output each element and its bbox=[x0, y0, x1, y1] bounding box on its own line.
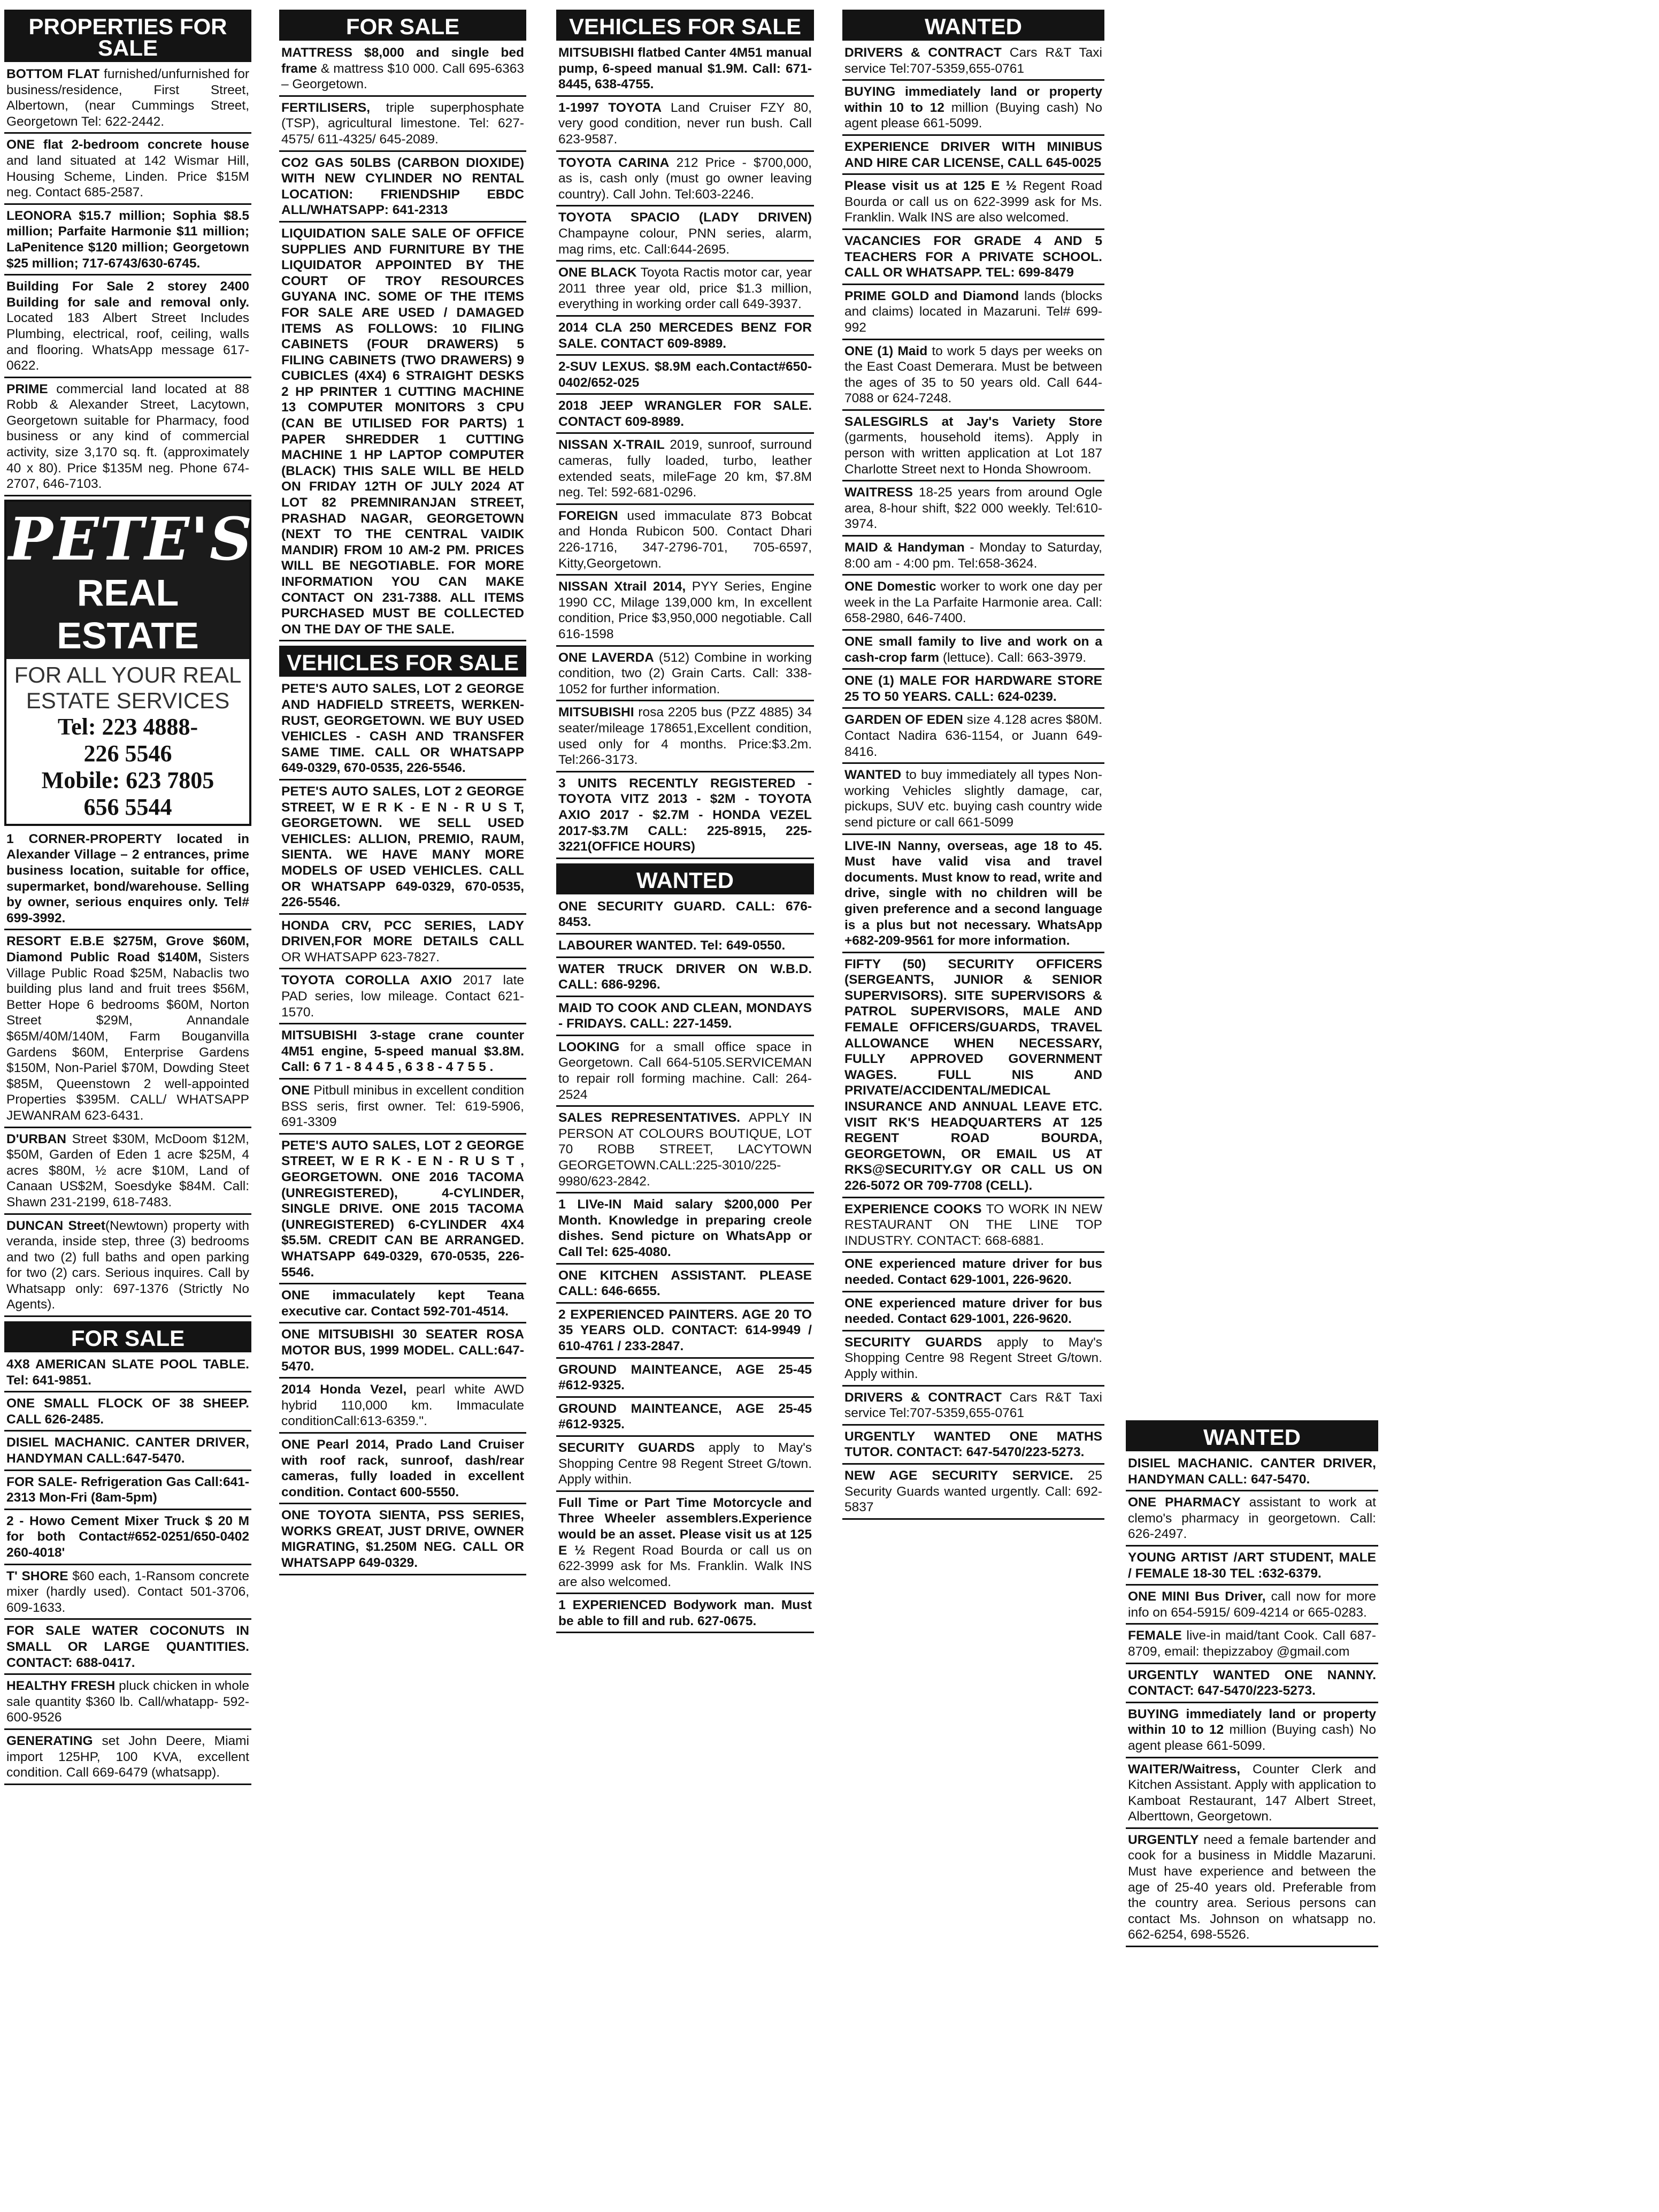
ad-text: 2019, sunroof, surround cameras, fully loaded, turbo, leather extended seats, mileFage 20 km, $7.8M neg. Tel: 592-681-0296. bbox=[558, 438, 812, 500]
classified-ad bbox=[279, 225, 526, 641]
ad-lead: ONE bbox=[281, 1083, 310, 1098]
ad-lead: MAID TO COOK AND CLEAN, MONDAYS - FRIDAYS. CALL: 227-1459. bbox=[558, 1000, 812, 1031]
classified-ad bbox=[556, 319, 814, 356]
ad-lead: ONE BLACK bbox=[558, 265, 637, 280]
ad-lead: 2 - Howo Cement Mixer Truck $ 20 M for both Contact#652-0251/650-0402 260-4018' bbox=[6, 1513, 249, 1560]
section-header-vehicles-2: VEHICLES FOR SALE bbox=[556, 10, 814, 41]
ad-lead: WAITER/Waitress, bbox=[1128, 1762, 1241, 1777]
classified-ad bbox=[842, 83, 1104, 136]
ad-lead: Full Time or Part Time Motorcycle and Three Wheeler assemblers.Experience would be an asset. Please visit us at 125 E ½ bbox=[558, 1495, 812, 1558]
ad-lead: ONE (1) Maid bbox=[844, 343, 928, 358]
ad-lead: LIVE-IN Nanny, overseas, age 18 to 45. Must have valid visa and travel documents. Must know to read, write and drive, single with no children will be given preference and a second language is a plus but not necessary. WhatsApp +682-209-9561 for more information. bbox=[844, 838, 1102, 948]
ad-lead: 2 EXPERIENCED PAINTERS. AGE 20 TO 35 YEARS OLD. CONTACT: 614-9949 / 610-4761 / 233-2847. bbox=[558, 1307, 812, 1353]
classified-ad bbox=[279, 783, 526, 915]
ad-lead: FOREIGN bbox=[558, 508, 618, 523]
ad-lead: ONE MITSUBISHI 30 SEATER ROSA MOTOR BUS, 1999 MODEL. CALL:647-5470. bbox=[281, 1327, 524, 1374]
classified-ad bbox=[842, 413, 1104, 481]
classified-ad bbox=[556, 960, 814, 997]
ad-lead: 1 CORNER-PROPERTY located in Alexander Village – 2 entrances, prime business location, suitable for office, supermarket, bond/warehouse. Selling by owner, serious enquires only. Tel# 699-3992. bbox=[6, 831, 249, 925]
classified-ad bbox=[556, 1494, 814, 1595]
ad-lead: EXPERIENCE COOKS bbox=[844, 1201, 982, 1216]
classified-ad bbox=[4, 932, 251, 1128]
ad-lead: 1-1997 TOYOTA bbox=[558, 100, 662, 115]
ad-text: (garments, household items). Apply in person with written application at Lot 187 Charlotte Street next to Honda Showroom. bbox=[844, 430, 1102, 477]
ad-text: Pitbull minibus in excellent condition BSS seris, first owner. Tel: 619-5906, 691-3309 bbox=[281, 1083, 524, 1130]
classified-ad bbox=[279, 99, 526, 152]
ad-lead: DISIEL MACHANIC. CANTER DRIVER, HANDYMAN CALL: 647-5470. bbox=[1128, 1456, 1376, 1487]
section-header-wanted-1: WANTED bbox=[556, 863, 814, 894]
ad-lead: MAID & Handyman bbox=[844, 540, 965, 555]
classified-ad bbox=[4, 1732, 251, 1785]
classified-ad bbox=[4, 1512, 251, 1565]
logo-tel: Tel: 223 4888- bbox=[57, 713, 198, 740]
ad-lead: URGENTLY bbox=[1128, 1832, 1199, 1847]
classified-ad bbox=[556, 937, 814, 958]
ad-lead: GROUND MAINTEANCE, AGE 25-45 #612-9325. bbox=[558, 1362, 812, 1393]
classified-ad bbox=[4, 1677, 251, 1730]
classified-ad bbox=[279, 1082, 526, 1135]
ad-text: rosa 2205 bus (PZZ 4885) 34 seater/mileage 178651,Excellent condition, used only for 4 months. Price:$3.2m. Tel:266-3173. bbox=[558, 705, 812, 768]
classified-ad bbox=[842, 955, 1104, 1198]
ad-text: Land Cruiser FZY 80, very good condition, never run bush. Call 623-9587. bbox=[558, 100, 812, 147]
ad-text: Toyota Ractis motor car, year 2011 three year old, price $1.3 million, everything in working order call 649-3937. bbox=[558, 265, 812, 312]
classified-ad bbox=[556, 44, 814, 97]
ad-text: Champayne colour, PNN series, alarm, mag rims, etc. Call:644-2695. bbox=[558, 226, 812, 257]
ad-lead: URGENTLY WANTED ONE MATHS TUTOR. CONTACT: 647-5470/223-5273. bbox=[844, 1429, 1102, 1460]
ad-text: million (Buying cash) No agent please 661-5099. bbox=[844, 100, 1102, 131]
ad-text: to work 5 days per weeks on the East Coast Demerara. Must be between the ages of 35 to 50 years old. Call 644-7088 or 624-7248. bbox=[844, 343, 1102, 406]
logo-mobile-2: 656 5544 bbox=[83, 793, 172, 820]
column-4 bbox=[842, 10, 1104, 1522]
classified-ad bbox=[4, 1567, 251, 1620]
classified-ad bbox=[279, 154, 526, 223]
classified-ad bbox=[4, 830, 251, 931]
classified-ad bbox=[4, 1130, 251, 1215]
logo-tel-2: 226 5546 bbox=[83, 740, 172, 767]
ad-lead: 2014 Honda Vezel, bbox=[281, 1382, 407, 1397]
ad-lead: TOYOTA SPACIO (LADY DRIVEN) bbox=[558, 210, 812, 225]
ad-lead: 2014 CLA 250 MERCEDES BENZ FOR SALE. CONTACT 609-8989. bbox=[558, 320, 812, 351]
ad-lead: 4X8 AMERICAN SLATE POOL TABLE. Tel: 641-9851. bbox=[6, 1357, 249, 1388]
classified-ad bbox=[842, 672, 1104, 709]
ad-text: pearl white AWD hybrid 110,000 km. Immaculate conditionCall:613-6359.". bbox=[281, 1382, 524, 1429]
ad-lead: PETE'S AUTO SALES, LOT 2 GEORGE STREET, W E R K - E N - R U S T, GEORGETOWN. WE SELL USED VEHICLES: ALLION, PREMIO, RAUM, SIENTA. WE HAVE MANY MORE MODELS OF USED VEHICLES. CALL OR WHATSAPP 649-0329, 670-0535, 226-5546. bbox=[281, 784, 524, 910]
ad-text: Located 183 Albert Street Includes Plumbing, electrical, roof, ceiling, walls and flooring. WhatsApp message 617-0622. bbox=[6, 311, 249, 373]
ad-text: Regent Road Bourda or call us on 622-3999 ask for Ms. Franklin. Walk INS are also welcomed. bbox=[558, 1543, 812, 1589]
classified-ad bbox=[556, 397, 814, 434]
ad-lead: GENERATING bbox=[6, 1733, 93, 1748]
ad-lead: SALES REPRESENTATIVES. bbox=[558, 1111, 741, 1126]
classified-ad bbox=[1126, 1705, 1378, 1758]
ad-lead: MATTRESS $8,000 and single bed frame bbox=[281, 45, 524, 76]
ad-list-wanted-2 bbox=[842, 44, 1104, 1520]
classified-ad bbox=[1126, 1455, 1378, 1491]
ad-lead: URGENTLY WANTED ONE NANNY. CONTACT: 647-5470/223-5273. bbox=[1128, 1667, 1376, 1698]
ad-text: assistant to work at clemo's pharmacy in georgetown. Call: 626-2497. bbox=[1128, 1495, 1376, 1542]
classified-ad bbox=[556, 703, 814, 772]
ad-lead: ONE flat 2-bedroom concrete house bbox=[6, 137, 249, 152]
ad-text: to buy immediately all types Non-working Vehicles slightly damage, car, pickups, SUV etc. buying cash country wide send picture or call 661-5099 bbox=[844, 768, 1102, 830]
ad-text: call now for more info on 654-5915/ 609-4214 or 665-0283. bbox=[1128, 1589, 1376, 1620]
ad-lead: ONE Domestic bbox=[844, 579, 936, 594]
classified-ad bbox=[4, 278, 251, 378]
ad-text: commercial land located at 88 Robb & Alexander Street, Lacytown, Georgetown suitable for Pharmacy, food business or any kind of commercial activity, size 3,170 sq. ft. (approximately 40 x 80). Price $135M neg. Phone 674-2707, 646-7103. bbox=[6, 381, 249, 492]
classified-ad bbox=[556, 649, 814, 702]
classified-ad bbox=[842, 1334, 1104, 1387]
ad-text: used immaculate 873 Bobcat and Honda Rubicon 500. Contact Dhari 226-1716, 347-2796-701, 705-6597, Kitty,Georgetown. bbox=[558, 508, 812, 571]
classified-ad bbox=[1126, 1494, 1378, 1547]
ad-list-properties bbox=[4, 65, 251, 496]
classified-ad bbox=[279, 971, 526, 1024]
ad-lead: ONE KITCHEN ASSISTANT. PLEASE CALL: 646-6655. bbox=[558, 1268, 812, 1299]
classified-ad bbox=[556, 999, 814, 1036]
ad-lead: 2018 JEEP WRANGLER FOR SALE. CONTACT 609-8989. bbox=[558, 399, 812, 429]
ad-text: million (Buying cash) No agent please 661-5099. bbox=[1128, 1723, 1377, 1753]
classified-ad bbox=[842, 138, 1104, 175]
classified-ad bbox=[842, 1467, 1104, 1520]
classified-ad bbox=[556, 1596, 814, 1633]
ad-lead: DISIEL MACHANIC. CANTER DRIVER, HANDYMAN CALL:647-5470. bbox=[6, 1435, 249, 1466]
ad-text: Cars R&T Taxi service Tel:707-5359,655-0761 bbox=[844, 1390, 1102, 1421]
classified-ad bbox=[4, 207, 251, 275]
ad-text: 18-25 years from around Ogle area, 8-hour shift, $22 000 weekly. Tel:610-3974. bbox=[844, 485, 1102, 532]
ad-lead: 2-SUV LEXUS. $8.9M each.Contact#650-0402/652-025 bbox=[558, 359, 812, 390]
classified-ad bbox=[842, 177, 1104, 230]
section-header-vehicles-1: VEHICLES FOR SALE bbox=[279, 646, 526, 677]
classified-ad bbox=[842, 232, 1104, 285]
classified-ad bbox=[556, 775, 814, 859]
ad-lead: ONE TOYOTA SIENTA, PSS SERIES, WORKS GREAT, JUST DRIVE, OWNER MIGRATING, $1.250M NEG. CALL OR WHATSAPP 649-0329. bbox=[281, 1508, 524, 1571]
ad-text: size 4.128 acres $80M. Contact Nadira 636-1154, or Juann 649-8416. bbox=[844, 713, 1102, 759]
classified-ad bbox=[1126, 1627, 1378, 1664]
classified-ad bbox=[556, 1400, 814, 1437]
ad-text: APPLY IN PERSON AT COLOURS BOUTIQUE, LOT 70 ROBB STREET, LACYTOWN GEORGETOWN.CALL:225-3010/225-9980/623-2842. bbox=[558, 1111, 812, 1189]
classified-ad bbox=[279, 1381, 526, 1434]
ad-lead: ONE experienced mature driver for bus needed. Contact 629-1001, 226-9620. bbox=[844, 1296, 1102, 1327]
ad-lead: ONE MINI Bus Driver, bbox=[1128, 1589, 1266, 1604]
ad-text: for a small office space in Georgetown. Call 664-5105.SERVICEMAN to repair roll forming machine. Call: 264-2524 bbox=[558, 1039, 812, 1102]
ad-lead: PRIME bbox=[6, 381, 48, 396]
classified-ad bbox=[279, 1287, 526, 1323]
classified-ad bbox=[556, 358, 814, 395]
classified-ad bbox=[4, 1622, 251, 1675]
ad-lead: HEALTHY FRESH bbox=[6, 1679, 116, 1694]
ad-list-wanted-3 bbox=[1126, 1455, 1378, 1947]
classified-ad bbox=[842, 1428, 1104, 1465]
classified-ad bbox=[556, 154, 814, 207]
ad-text: triple superphosphate (TSP), agricultural limestone. Tel: 627-4575/ 611-4325/ 645-2089. bbox=[281, 100, 524, 147]
classified-ad bbox=[556, 578, 814, 646]
ad-lead: NEW AGE SECURITY SERVICE. bbox=[844, 1468, 1073, 1483]
classified-ad bbox=[556, 1196, 814, 1264]
ad-lead: GARDEN OF EDEN bbox=[844, 713, 963, 728]
ad-text: - Monday to Saturday, 8:00 am - 4:00 pm. Tel:658-3624. bbox=[844, 540, 1102, 571]
ad-text: Sisters Village Public Road $25M, Nabaclis two building plus land and fruit trees $56M, Better Hope 6 bedrooms $60M, Norton Street $29M, Annandale $65M/40M/140M, Farm Bouganvilla Gardens $60M, Enterprise Gardens $150M, Non-Pariel $70M, Dowding Steet $85M, Queenstown 2 well-appointed Properties $395M. CALL/ WHATSAPP JEWANRAM 623-6431. bbox=[6, 950, 249, 1123]
ad-text: apply to May's Shopping Centre 98 Regent Street G/town. Apply within. bbox=[558, 1440, 812, 1487]
ad-text: live-in maid/tant Cook. Call 687-8709, email: thepizzaboy @gmail.com bbox=[1128, 1628, 1376, 1659]
classified-ad bbox=[842, 711, 1104, 764]
ad-lead: 3 UNITS RECENTLY REGISTERED - TOYOTA VITZ 2013 - $2M - TOYOTA AXIO 2017 - $2.7M - HONDA VEZEL 2017-$3.7M CALL: 225-8915, 225-3221(OFFICE HOURS) bbox=[558, 776, 812, 854]
ad-text: set John Deere, Miami import 125HP, 100 KVA, excellent condition. Call 669-6479 (whatsapp). bbox=[6, 1733, 249, 1780]
ad-text: lands (blocks and claims) located in Mazaruni. Tel# 699-992 bbox=[844, 288, 1102, 335]
ad-lead: BUYING immediately land or property within 10 to 12 bbox=[1128, 1706, 1376, 1738]
ad-lead: ONE PHARMACY bbox=[1128, 1495, 1241, 1510]
ad-text: apply to May's Shopping Centre 98 Regent Street G/town. Apply within. bbox=[844, 1335, 1102, 1381]
ad-list-wanted-1 bbox=[556, 898, 814, 1634]
classified-ad bbox=[4, 1434, 251, 1471]
ad-lead: ONE SMALL FLOCK OF 38 SHEEP. CALL 626-2485. bbox=[6, 1396, 249, 1427]
section-header-for-sale-1: FOR SALE bbox=[4, 1321, 251, 1352]
ad-lead: FOR SALE- Refrigeration Gas Call:641-2313 Mon-Fri (8am-5pm) bbox=[6, 1474, 249, 1505]
ad-lead: BUYING immediately land or property within 10 to 12 bbox=[844, 85, 1102, 115]
ad-lead: YOUNG ARTIST /ART STUDENT, MALE / FEMALE 18-30 TEL :632-6379. bbox=[1128, 1550, 1376, 1581]
classified-ad bbox=[556, 209, 814, 262]
ad-lead: DRIVERS & CONTRACT bbox=[844, 45, 1002, 60]
ad-lead: 1 EXPERIENCED Bodywork man. Must be able to fill and rub. 627-0675. bbox=[558, 1598, 812, 1628]
ad-lead: SECURITY GUARDS bbox=[844, 1335, 982, 1350]
classified-ad bbox=[842, 633, 1104, 670]
ad-lead: ONE (1) MALE FOR HARDWARE STORE 25 TO 50 YEARS. CALL: 624-0239. bbox=[844, 673, 1102, 704]
ad-lead: NISSAN Xtrail 2014, bbox=[558, 579, 686, 594]
ad-text: PYY Series, Engine 1990 CC, Milage 139,000 km, In excellent condition, Price $3,950,000 negotiable. Call 616-1598 bbox=[558, 579, 812, 641]
section-header-for-sale-2: FOR SALE bbox=[279, 10, 526, 41]
ad-text: Street $30M, McDoom $12M, $50M, Garden of Eden 1 acre $25M, 4 acres $80M, ½ acre $10M, Land of Canaan US$2M, Soesdyke $84M. Call: Shawn 231-2199, 618-7483. bbox=[6, 1131, 249, 1210]
ad-text: furnished/unfurnished for business/residence, First Street, Albertown, (near Cummings Street, Georgetown Tel: 622-2442. bbox=[6, 67, 249, 129]
ad-lead: ONE Pearl 2014, Prado Land Cruiser with roof rack, sunroof, dash/rear cameras, fully loaded in excellent condition. Contact 600-5550. bbox=[281, 1437, 524, 1499]
classified-ad bbox=[842, 342, 1104, 411]
classified-ad bbox=[556, 1038, 814, 1107]
classified-ad bbox=[4, 65, 251, 134]
classified-ad bbox=[4, 136, 251, 204]
classified-ad bbox=[4, 1217, 251, 1318]
logo-subtitle: REAL ESTATE bbox=[57, 571, 199, 656]
ad-lead: WANTED bbox=[844, 768, 902, 783]
classified-ad bbox=[1126, 1588, 1378, 1625]
classified-ad bbox=[842, 1295, 1104, 1331]
ad-lead: ONE immaculately kept Teana executive car. Contact 592-701-4514. bbox=[281, 1288, 524, 1319]
classified-ad bbox=[842, 1255, 1104, 1292]
classified-ad bbox=[842, 287, 1104, 340]
section-header-properties: PROPERTIES FOR SALE bbox=[4, 10, 251, 62]
ad-text: & mattress $10 000. Call 695-6363 – Georgetown. bbox=[281, 61, 524, 92]
classified-ad bbox=[842, 766, 1104, 835]
ad-text: Regent Road Bourda or call us on 622-3999 ask for Ms. Franklin. Walk INS are also welcomed. bbox=[844, 179, 1103, 225]
ad-lead: DRIVERS & CONTRACT bbox=[844, 1390, 1002, 1405]
ad-lead: FIFTY (50) SECURITY OFFICERS (SERGEANTS, JUNIOR & SENIOR SUPERVISORS). SITE SUPERVISORS & PATROL SUPERVISORS, MALE AND FEMALE OFFICERS/GUARDS, TRAVEL ALLOWANCE WHEN NECESSARY, FULLY APPROVED GOVERNMENT WAGES. FULL NIS AND PRIVATE/ACCIDENTAL/MEDICAL INSURANCE AND ANNUAL LEAVE ETC. VISIT RK'S HEADQUARTERS AT 125 REGENT ROAD BOURDA, GEORGETOWN, OR EMAIL US AT RKS@SECURITY.GY OR CALL US ON 226-5072 OR 709-7708 (CELL). bbox=[844, 956, 1102, 1193]
ad-list-for-sale-2 bbox=[279, 44, 526, 641]
classified-ad bbox=[556, 264, 814, 317]
ad-lead: LOOKING bbox=[558, 1039, 620, 1054]
ad-lead: TOYOTA COROLLA AXIO bbox=[281, 973, 452, 988]
ad-text: (Newtown) property with veranda, inside step, three (3) bedrooms and two (2) full baths and open parking for two (2) cars. Serious inquires. Call by Whatsapp only: 697-1376 (Strictly No Agents). bbox=[6, 1218, 249, 1312]
classified-ad bbox=[1126, 1549, 1378, 1586]
section-header-wanted-2: WANTED bbox=[842, 10, 1104, 41]
classified-ad bbox=[842, 837, 1104, 953]
column-2 bbox=[279, 10, 526, 1578]
classified-ad bbox=[842, 578, 1104, 631]
classified-ad bbox=[842, 539, 1104, 576]
ad-lead: WATER TRUCK DRIVER ON W.B.D. CALL: 686-9296. bbox=[558, 961, 812, 992]
ad-lead: ONE small family to live and work on a cash-crop farm bbox=[844, 634, 1102, 665]
ad-list-vehicles-2 bbox=[556, 44, 814, 859]
ad-text: 2017 late PAD series, low mileage. Contact 621-1570. bbox=[281, 973, 525, 1020]
ad-text: need a female bartender and cook for a business in Middle Mazaruni. Must have experience and between the age of 25-40 years old. Preferable from the country area. Serious persons can contact Ms. Johnson on whatsapp no. 662-6254, 698-5526. bbox=[1128, 1832, 1376, 1942]
ad-lead: LEONORA $15.7 million; Sophia $8.5 million; Parfaite Harmonie $11 million; LaPenitence $120 million; Georgetown $25 million; 717-6743/630-6745. bbox=[6, 208, 249, 271]
ad-lead: ONE SECURITY GUARD. CALL: 676-8453. bbox=[558, 899, 812, 930]
classified-ad bbox=[279, 680, 526, 780]
ad-text: and land situated at 142 Wismar Hill, Housing Scheme, Linden. Price $15M neg. Contact 685-2587. bbox=[6, 153, 249, 200]
ad-text: (512) Combine in working condition, two (2) Grain Carts. Call: 338-1052 for further information. bbox=[558, 650, 812, 696]
classified-ad bbox=[279, 1436, 526, 1504]
logo-name: PETE'S bbox=[9, 504, 254, 573]
classified-ad bbox=[556, 898, 814, 935]
classified-ad bbox=[279, 1326, 526, 1379]
ad-lead: HONDA CRV, PCC SERIES, LADY DRIVEN,FOR MORE DETAILS CALL bbox=[281, 918, 524, 949]
classified-ad bbox=[556, 436, 814, 504]
ad-text: 212 Price - $700,000, as is, cash only (must go owner leaving country). Call John. Tel:603-2246. bbox=[558, 155, 812, 202]
classified-ad bbox=[279, 1137, 526, 1284]
ad-lead: LABOURER WANTED. Tel: 649-0550. bbox=[558, 938, 786, 953]
classified-ad bbox=[842, 44, 1104, 81]
ad-lead: FOR SALE WATER COCONUTS IN SMALL OR LARGE QUANTITIES. CONTACT: 688-0417. bbox=[6, 1624, 249, 1670]
ad-lead: Building For Sale 2 storey 2400 Building for sale and removal only. bbox=[6, 279, 249, 310]
ad-lead: WAITRESS bbox=[844, 485, 913, 500]
ad-text: $60 each, 1-Ransom concrete mixer (hardly used). Contact 501-3706, 609-1633. bbox=[6, 1568, 249, 1615]
classified-ad bbox=[1126, 1761, 1378, 1829]
ad-lead: NISSAN X-TRAIL bbox=[558, 438, 665, 453]
ad-lead: ONE experienced mature driver for bus needed. Contact 629-1001, 226-9620. bbox=[844, 1257, 1102, 1287]
ad-text: pluck chicken in whole sale quantity $360 lb. Call/whatapp- 592-600-9526 bbox=[6, 1679, 249, 1725]
classified-ad bbox=[556, 1306, 814, 1359]
ad-lead: MITSUBISHI 3-stage crane counter 4M51 engine, 5-speed manual $3.8M. Call: 6 7 1 - 8 4 4 5 , 6 3 8 - 4 7 5 5 . bbox=[281, 1028, 524, 1075]
logo-mobile: Mobile: 623 7805 bbox=[41, 767, 214, 793]
classified-ad bbox=[279, 44, 526, 97]
ad-text: (lettuce). Call: 663-3979. bbox=[939, 650, 1087, 665]
classified-ad bbox=[556, 1109, 814, 1193]
ad-lead: EXPERIENCE DRIVER WITH MINIBUS AND HIRE CAR LICENSE, CALL 645-0025 bbox=[844, 139, 1102, 170]
ad-lead: T' SHORE bbox=[6, 1568, 68, 1583]
classified-ad bbox=[556, 99, 814, 152]
classified-ad bbox=[4, 380, 251, 496]
column-5 bbox=[1126, 1420, 1378, 1949]
ad-lead: 1 LIVe-IN Maid salary $200,000 Per Month. Knowledge in preparing creole dishes. Send picture on WhatsApp or Call Tel: 625-4080. bbox=[558, 1197, 812, 1259]
ad-lead: LIQUIDATION SALE SALE OF OFFICE SUPPLIES AND FURNITURE BY THE LIQUIDATOR APPOINTED BY THE COURT OF TROY RESOURCES GUYANA INC. SOME OF THE ITEMS FOR SALE ARE USED / DAMAGED ITEMS AS FOLLOWS: 10 FILING CABINETS (FOUR DRAWERS) 5 FILING CABINETS (TWO DRAWERS) 9 CUBICLES (4X4) 6 STRAIGHT DESKS 2 HP PRINTER 1 CUTTING MACHINE 13 COMPUTER MONITORS 3 CPU (CAN BE UTILISED FOR PARTS) 1 PAPER SHREDDER 1 CUTTING MACHINE 1 HP LAPTOP COMPUTER (BLACK) THIS SALE WILL BE HELD ON FRIDAY 12TH OF JULY 2024 AT LOT 82 PREMNIRANJAN STREET, PRASHAD NAGAR, GEORGETOWN (NEXT TO THE CENTRAL VAIDIK MANDIR) FROM 10 AM-2 PM. PRICES WILL BE NEGOTIABLE. FOR MORE INFORMATION YOU CAN MAKE CONTACT ON 231-7388. ALL ITEMS PURCHASED MUST BE COLLECTED ON THE DAY OF THE SALE. bbox=[281, 226, 524, 637]
ad-text: OR WHATSAPP 623-7827. bbox=[281, 950, 440, 965]
ad-lead: CO2 GAS 50LBS (CARBON DIOXIDE) WITH NEW CYLINDER NO RENTAL LOCATION: FRIENDSHIP EBDC ALL/WHATSAPP: 641-2313 bbox=[281, 155, 524, 218]
ad-lead: SECURITY GUARDS bbox=[558, 1440, 695, 1455]
ad-lead: D'URBAN bbox=[6, 1131, 66, 1146]
classified-ad bbox=[556, 1267, 814, 1304]
classified-ad bbox=[842, 484, 1104, 537]
ad-lead: DUNCAN Street bbox=[6, 1218, 105, 1233]
classified-ad bbox=[842, 1389, 1104, 1426]
logo-tagline: FOR ALL YOUR REAL ESTATE SERVICES bbox=[14, 662, 242, 713]
ad-text: worker to work one day per week in the La Parfaite Harmonie area. Call: 658-2980, 646-7400. bbox=[844, 579, 1102, 626]
ad-list-properties-2 bbox=[4, 830, 251, 1317]
classified-ad bbox=[1126, 1831, 1378, 1947]
ad-lead: PETE'S AUTO SALES, LOT 2 GEORGE STREET, W E R K - E N - R U S T , GEORGETOWN. ONE 2016 TACOMA (UNREGISTERED), 4-CYLINDER, SINGLE DRIVE. ONE 2015 TACOMA (UNREGISTERED) 6-CYLINDER 4X4 $5.5M. CREDIT CAN BE ARRANGED. WHATSAPP 649-0329, 670-0535, 226-5546. bbox=[281, 1138, 524, 1280]
ad-text: TO WORK IN NEW RESTAURANT ON THE LINE TOP INDUSTRY. CONTACT: 668-6881. bbox=[844, 1201, 1102, 1248]
ad-text: Counter Clerk and Kitchen Assistant. Apply with application to Kamboat Restaurant, 147 Albert Street, Alberttown, Georgetown. bbox=[1128, 1762, 1376, 1824]
ad-lead: TOYOTA CARINA bbox=[558, 155, 670, 170]
ad-lead: ONE LAVERDA bbox=[558, 650, 654, 665]
ad-lead: VACANCIES FOR GRADE 4 AND 5 TEACHERS FOR A PRIVATE SCHOOL. CALL OR WHATSAPP. TEL: 699-8479 bbox=[844, 233, 1102, 280]
ad-list-for-sale-1 bbox=[4, 1356, 251, 1785]
classified-ad bbox=[4, 1395, 251, 1432]
ad-lead: FEMALE bbox=[1128, 1628, 1182, 1643]
ad-lead: Please visit us at 125 E ½ bbox=[844, 179, 1017, 194]
ad-lead: MITSUBISHI flatbed Canter 4M51 manual pump, 6-speed manual $1.9M. Call: 671-8445, 638-4755. bbox=[558, 45, 812, 92]
ad-text: 25 Security Guards wanted urgently. Call: 692-5837 bbox=[844, 1468, 1102, 1515]
ad-lead: FERTILISERS, bbox=[281, 100, 371, 115]
classified-ad bbox=[1126, 1666, 1378, 1703]
classified-ad bbox=[842, 1200, 1104, 1253]
classified-ad bbox=[556, 1439, 814, 1492]
classified-ad bbox=[279, 1506, 526, 1575]
classified-ad bbox=[279, 917, 526, 970]
ad-lead: MITSUBISHI bbox=[558, 705, 634, 720]
column-1 bbox=[4, 10, 254, 1787]
ad-lead: BOTTOM FLAT bbox=[6, 67, 100, 81]
column-3 bbox=[556, 10, 814, 1635]
classified-ad bbox=[4, 1473, 251, 1510]
classified-ad bbox=[4, 1356, 251, 1392]
petes-real-estate-logo bbox=[4, 500, 254, 826]
logo-banner bbox=[6, 502, 254, 659]
classified-ad bbox=[279, 1027, 526, 1080]
classified-ad bbox=[556, 507, 814, 576]
ad-text: Cars R&T Taxi service Tel:707-5359,655-0761 bbox=[844, 45, 1102, 76]
ad-lead: SALESGIRLS at Jay's Variety Store bbox=[844, 414, 1102, 429]
ad-lead: PRIME GOLD and Diamond bbox=[844, 288, 1019, 303]
ad-lead: PETE'S AUTO SALES, LOT 2 GEORGE AND HADFIELD STREETS, WERKEN-RUST, GEORGETOWN. WE BUY USED VEHICLES - CASH AND TRANSFER SAME TIME. CALL OR WHATSAPP 649-0329, 670-0535, 226-5546. bbox=[281, 682, 524, 776]
classified-ad bbox=[556, 1361, 814, 1398]
ad-lead: RESORT E.B.E $275M, Grove $60M, Diamond Public Road $140M, bbox=[6, 934, 249, 965]
ad-list-vehicles-1 bbox=[279, 680, 526, 1575]
section-header-wanted-3: WANTED bbox=[1126, 1420, 1378, 1451]
ad-lead: GROUND MAINTEANCE, AGE 25-45 #612-9325. bbox=[558, 1401, 812, 1432]
